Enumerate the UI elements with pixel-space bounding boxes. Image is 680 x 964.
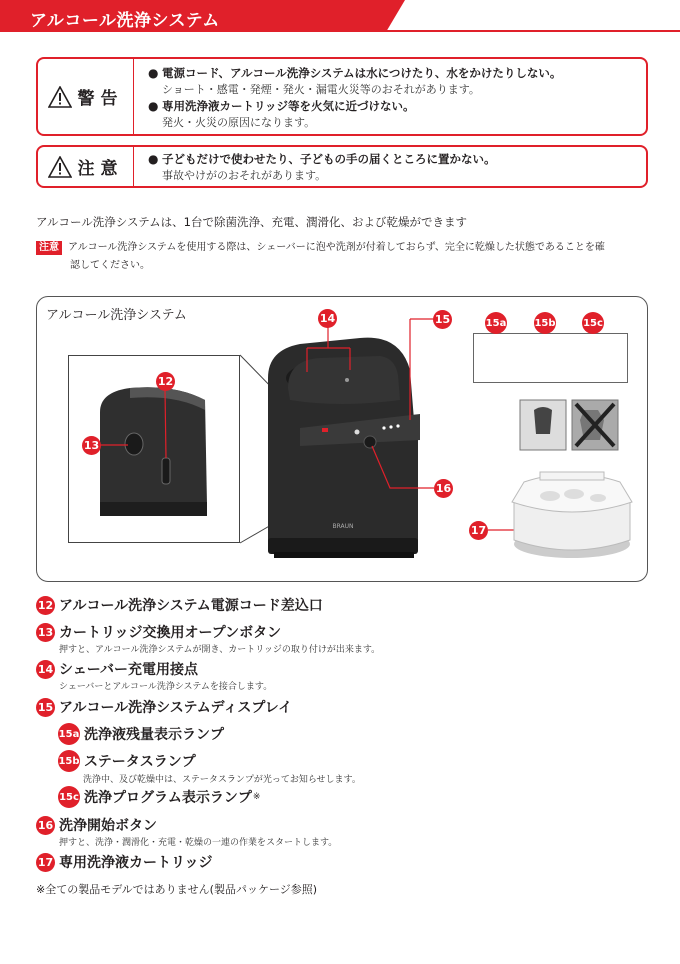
part-title: 洗浄開始ボタン [59,818,157,834]
part-title: 専用洗浄液カートリッジ [59,855,213,871]
part-title: シェーバー充電用接点 [59,662,199,678]
part-item [58,723,224,745]
warning-item-sub: 発火・火災の原因になります。 [162,116,316,129]
open-button-icon [125,433,143,455]
warning-item-main: 専用洗浄液カートリッジ等を火気に近づけない。 [162,99,415,113]
part-number: 16 [36,816,55,835]
caution-note-line2: 認してください。 [70,260,150,271]
part-title: ステータスランプ [84,754,196,770]
part-description: 押すと、アルコール洗浄システムが開き、カートリッジの取り付けが出来ます。 [59,645,381,655]
page-title: アルコール洗浄システム [30,11,220,31]
part-item [36,815,157,835]
part-number: 12 [36,596,55,615]
no-bottle-inset [572,400,618,450]
caution-item-main: 子どもだけで使わせたり、子どもの手の届くところに置かない。 [162,152,496,166]
part-item [36,595,323,615]
intro-text: アルコール洗浄システムは、1台で除菌洗浄、充電、潤滑化、および乾燥ができます [36,215,467,229]
callout-17: 17 [469,521,488,540]
footnote: ※全ての製品モデルではありません(製品パッケージ参照) [36,883,318,896]
part-title: アルコール洗浄システムディスプレイ [59,700,293,716]
part-description: 洗浄中、及び乾燥中は、ステータスランプが光ってお知らせします。 [83,775,361,785]
part-item [36,697,292,717]
part-number: 13 [36,623,55,642]
part-number: 15b [58,750,80,772]
warning-item-main: 電源コード、アルコール洗浄システムは水につけたり、水をかけたりしない。 [162,66,562,80]
caution-note-line1: アルコール洗浄システムを使用する際は、シェーバーに泡や洗剤が付着しておらず、完全に乾燥した状態であることを確 [68,242,605,253]
part-title: 洗浄液残量表示ランプ [84,727,224,743]
warning-item: ● 専用洗浄液カートリッジ等を火気に近づけない。 [148,99,415,113]
footnote-marker: ※ [252,792,261,802]
part-number: 17 [36,853,55,872]
part-title: アルコール洗浄システム電源コード差込口 [59,598,323,614]
warning-item-sub: ショート・感電・発煙・発火・漏電火災等のおそれがあります。 [162,83,480,96]
callout-16: 16 [434,479,453,498]
part-number: 15 [36,698,55,717]
callout-14: 14 [318,309,337,328]
part-number: 15c [58,786,80,808]
part-description: 押すと、洗浄・潤滑化・充電・乾燥の一連の作業をスタートします。 [59,838,338,848]
callout-12: 12 [156,372,175,391]
callout-15: 15 [433,310,452,329]
part-item [36,622,281,642]
part-item [36,852,212,872]
caution-item-sub: 事故やけがのおそれがあります。 [162,169,327,182]
back-view-device [100,387,207,516]
warning-item: ● 電源コード、アルコール洗浄システムは水につけたり、水をかけたりしない。 [148,66,562,80]
part-item [58,786,260,808]
figure-title: アルコール洗浄システム [46,308,187,323]
callout-15b: 15b [534,312,556,334]
bottle-inset [520,400,566,450]
callout-15c: 15c [582,312,604,334]
part-number: 14 [36,660,55,679]
power-socket-icon [162,458,170,484]
part-item [36,659,198,679]
caution-label: 注意 [77,159,124,179]
part-title: カートリッジ交換用オープンボタン [59,625,282,641]
part-title: 洗浄プログラム表示ランプ [84,790,252,806]
callout-15a: 15a [485,312,507,334]
brand-logo: BRAUN [332,523,354,530]
callout-13: 13 [82,436,101,455]
display-detail-inset [473,333,628,383]
main-unit-device [268,338,420,558]
part-item [58,750,196,772]
clean-start-button-icon [364,436,376,448]
warning-label: 警告 [77,89,124,109]
part-description: シェーバーとアルコール洗浄システムを接合します。 [59,682,273,692]
part-number: 15a [58,723,80,745]
cartridge-illustration [512,472,632,558]
caution-tag: 注意 [36,241,62,255]
caution-item: ● 子どもだけで使わせたり、子どもの手の届くところに置かない。 [148,152,496,166]
